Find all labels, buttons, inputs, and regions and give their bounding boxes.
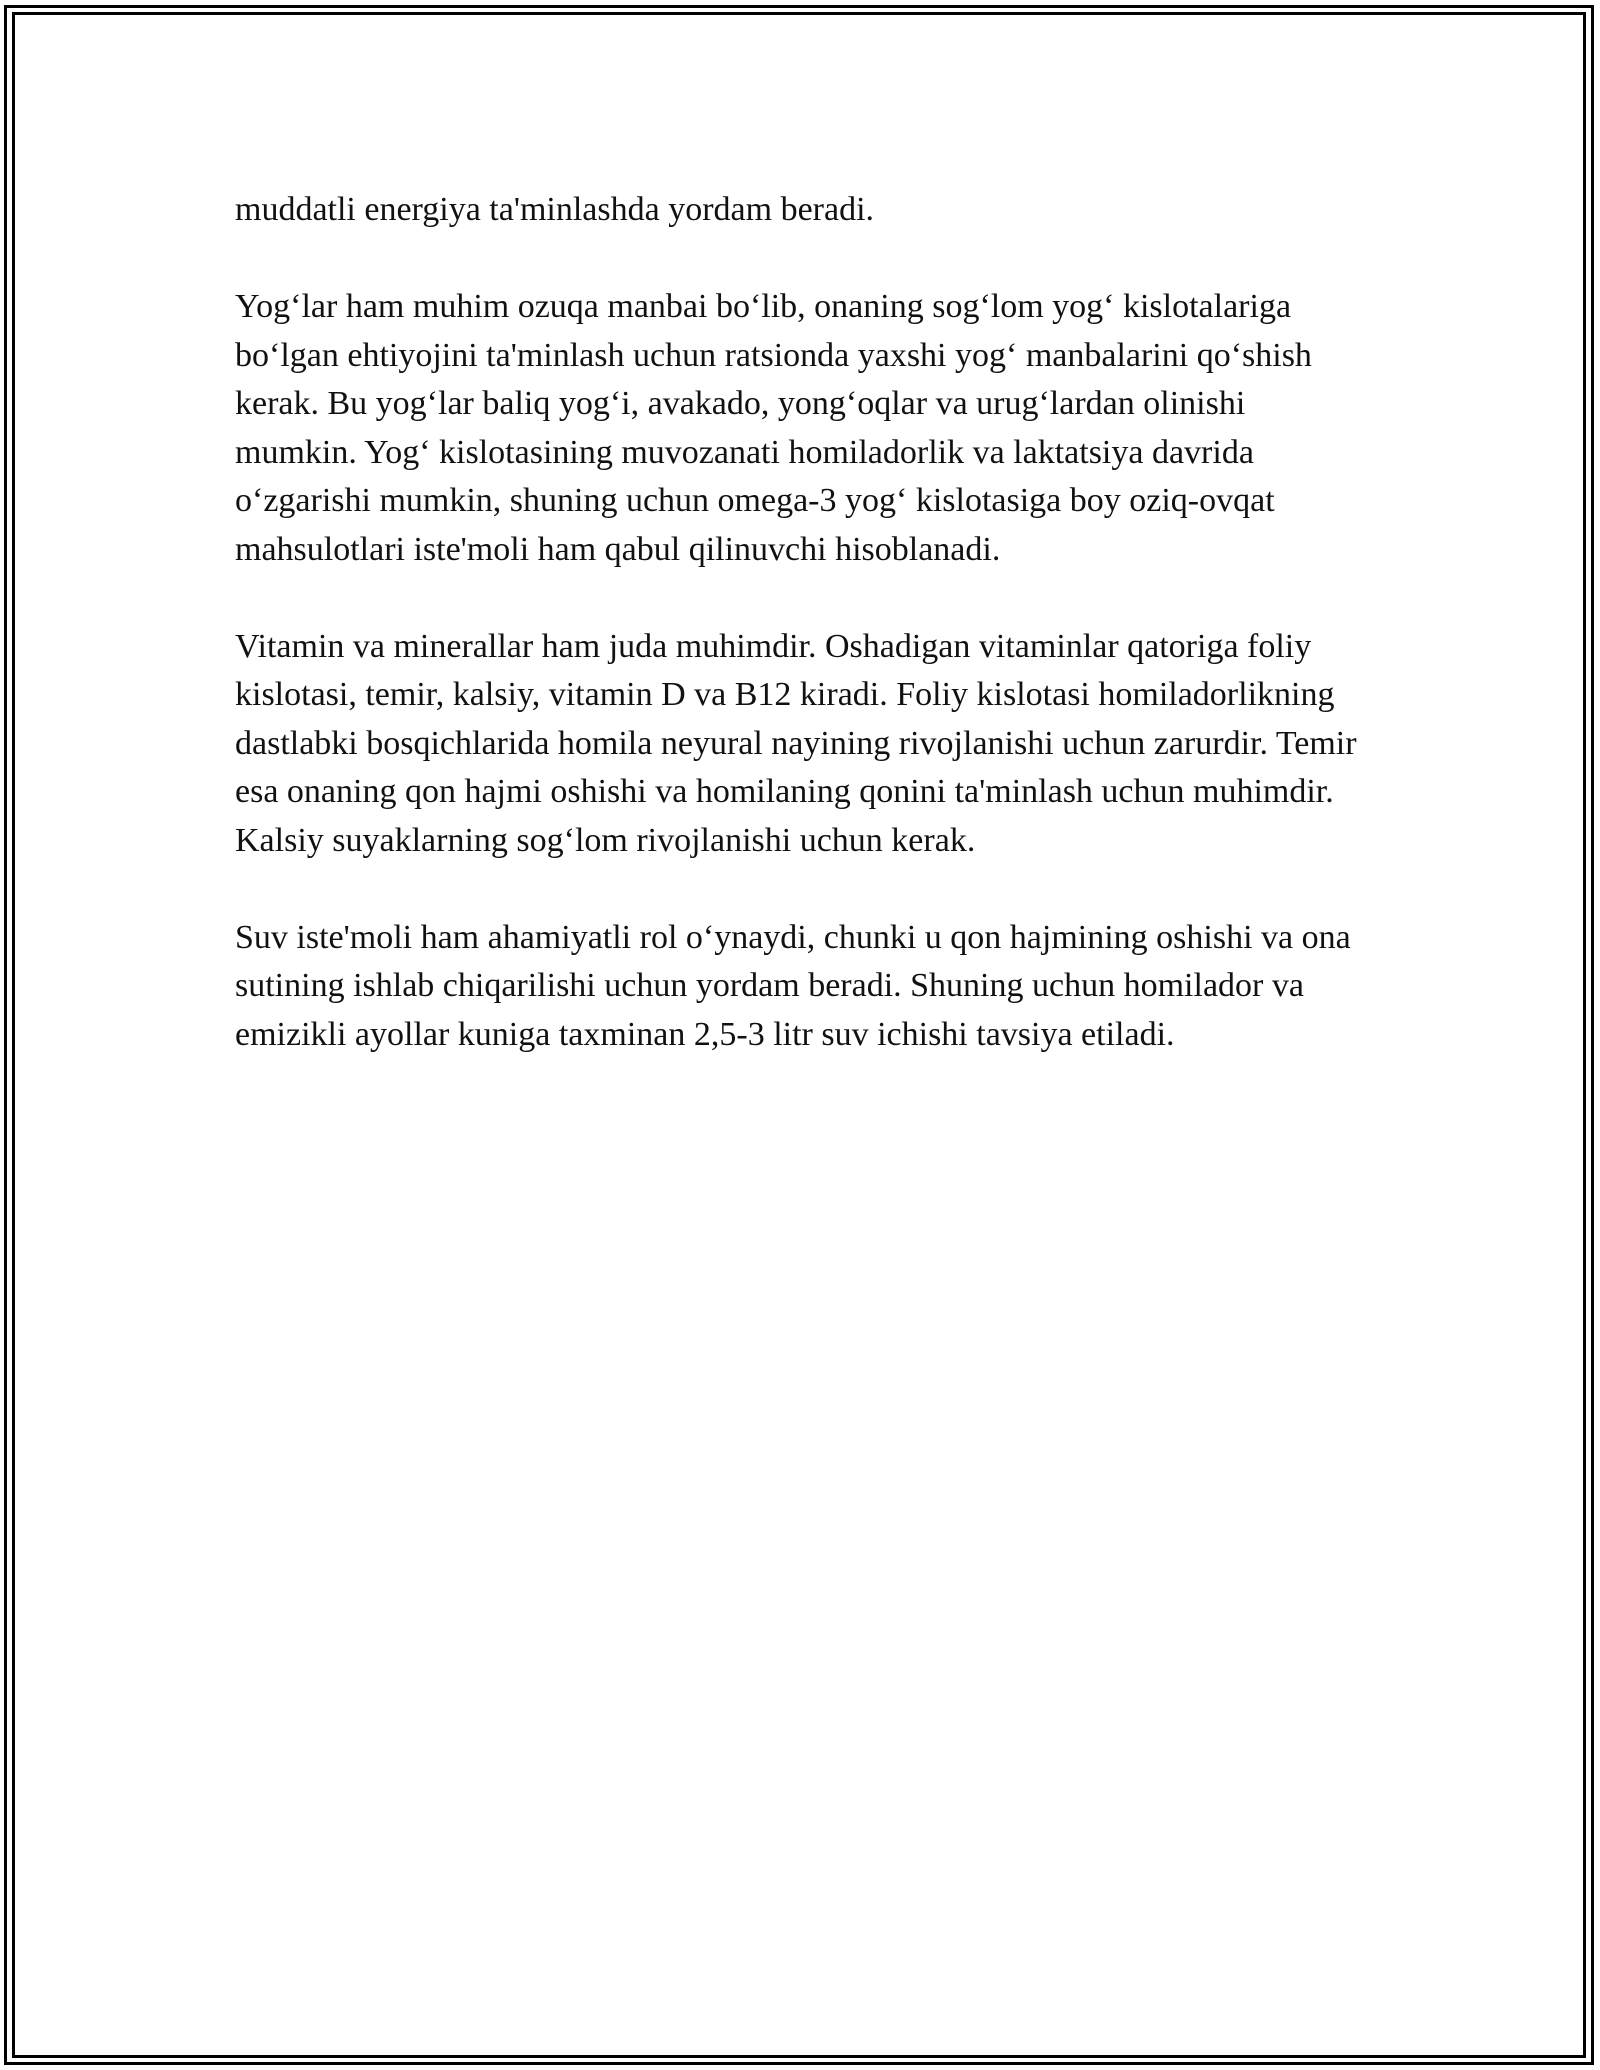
paragraph-water: Suv iste'moli ham ahamiyatli rol o‘ynaydi, chunki u qon hajmining oshishi va ona sutining ishlab chiqarilishi uchun yordam beradi. Shuning uchun homilador va emizikli ayollar kuniga taxminan 2,5-3 litr suv ichishi tavsiya etiladi. <box>235 918 1351 1053</box>
paragraph-energy: muddatli energiya ta'minlashda yordam beradi. <box>235 191 875 228</box>
document-body <box>235 186 1365 1108</box>
paragraph-vitamins: Vitamin va minerallar ham juda muhimdir. Oshadigan vitaminlar qatoriga foliy kislotasi, temir, kalsiy, vitamin D va B12 kiradi. Foliy kislotasi homiladorlikning dastlabki bosqichlarida homila neyural nayining rivojlanishi uchun zarurdir. Temir esa onaning qon hajmi oshishi va homilaning qonini ta'minlash uchun muhimdir. Kalsiy suyaklarning sog‘lom rivojlanishi uchun kerak. <box>235 627 1357 859</box>
paragraph-fats: Yog‘lar ham muhim ozuqa manbai bo‘lib, onaning sog‘lom yog‘ kislotalariga bo‘lgan ehtiyojini ta'minlash uchun ratsionda yaxshi yog‘ manbalarini qo‘shish kerak. Bu yog‘lar baliq yog‘i, avakado, yong‘oqlar va urug‘lardan olinishi mumkin. Yog‘ kislotasining muvozanati homiladorlik va laktatsiya davrida o‘zgarishi mumkin, shuning uchun omega-3 yog‘ kislotasiga boy oziq-ovqat mahsulotlari iste'moli ham qabul qilinuvchi hisoblanadi. <box>235 288 1312 568</box>
